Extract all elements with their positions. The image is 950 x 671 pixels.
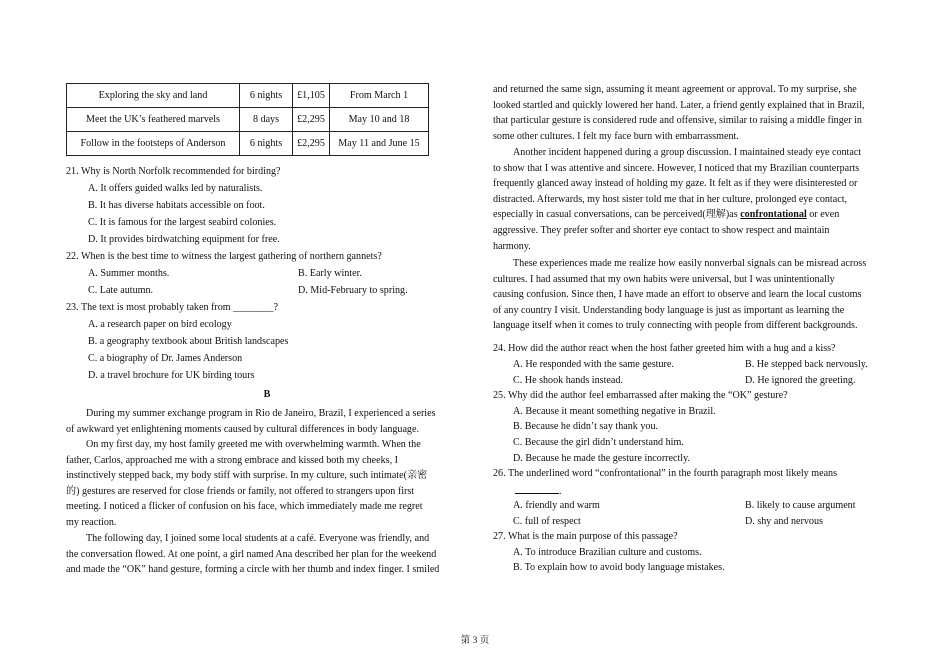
table-cell: From March 1 bbox=[330, 84, 429, 108]
question-27-option-b[interactable]: B. To explain how to avoid body language mistakes. bbox=[513, 562, 725, 573]
question-26-stem: 26. The underlined word “confrontational” in the fourth paragraph most likely means bbox=[493, 468, 838, 479]
text-fragment: especially in casual conversations, can be perceived(理解)as bbox=[493, 209, 741, 221]
question-22-option-a[interactable]: A. Summer months. bbox=[88, 268, 170, 279]
question-21-option-b[interactable]: B. It has diverse habitats accessible on foot. bbox=[88, 200, 265, 211]
passage-paragraph-2 bbox=[66, 437, 468, 531]
page-number: 第 3 页 bbox=[460, 636, 490, 646]
question-23-option-b[interactable]: B. a geography textbook about British landscapes bbox=[88, 336, 289, 347]
text-line: instinctively stepped back, my body stiff with surprise. In my culture, such intimate(亲密 bbox=[66, 470, 428, 482]
text-line: causing confusion. Since then, I have made an effort to observe and learn the local customs bbox=[493, 289, 862, 301]
table-cell: Meet the UK’s feathered marvels bbox=[67, 108, 240, 132]
question-25-option-c[interactable]: C. Because the girl didn’t understand him. bbox=[513, 437, 684, 448]
text-line: my reaction. bbox=[66, 516, 117, 528]
table-cell: 6 nights bbox=[240, 132, 293, 156]
text-line: Another incident happened during a group discussion. I maintained steady eye contact bbox=[513, 147, 862, 158]
table-cell: May 10 and 18 bbox=[330, 108, 429, 132]
text-line: and returned the same sign, assuming it meant agreement or approval. To my surprise, she bbox=[493, 84, 857, 95]
text-line: that particular gesture is considered rude and offensive, similar to raising a middle finger in bbox=[493, 115, 862, 127]
text-line: cultures. I had assumed that my own habits were universal, but I was unintentionally bbox=[493, 273, 835, 285]
question-27-stem: 27. What is the main purpose of this passage? bbox=[493, 531, 678, 542]
question-22-option-c[interactable]: C. Late autumn. bbox=[88, 285, 154, 296]
question-21-option-d[interactable]: D. It provides birdwatching equipment for free. bbox=[88, 234, 280, 245]
passage-paragraph-5 bbox=[493, 256, 895, 334]
question-22-option-b[interactable]: B. Early winter. bbox=[298, 268, 362, 279]
table-row bbox=[67, 84, 429, 108]
text-line: looked startled and quickly lowered her hand. Later, a friend gently explained that in Brazil, bbox=[493, 99, 865, 111]
table-cell: Exploring the sky and land bbox=[67, 84, 240, 108]
question-25-option-a[interactable]: A. Because it meant something negative in Brazil. bbox=[513, 406, 716, 417]
table-cell: May 11 and June 15 bbox=[330, 132, 429, 156]
question-23-option-c[interactable]: C. a biography of Dr. James Anderson bbox=[88, 353, 243, 364]
text-line: of awkward yet enlightening moments caused by cultural differences in body language. bbox=[66, 423, 419, 435]
question-21-stem: 21. Why is North Norfolk recommended for birding? bbox=[66, 166, 281, 177]
text-line: language itself when it comes to truly connecting with people from different backgrounds. bbox=[493, 320, 858, 332]
blank-line bbox=[515, 482, 559, 494]
text-line: to show that I was attentive and sincere. However, I noticed that my Brazilian counterparts bbox=[493, 162, 860, 174]
text-line: the conversation flowed. At one point, a girl named Ana described her plan for the weekend bbox=[66, 548, 437, 560]
text-line: and made the “OK” hand gesture, forming a circle with her thumb and index finger. I smiled bbox=[66, 564, 440, 576]
question-24-option-a[interactable]: A. He responded with the same gesture. bbox=[513, 359, 674, 370]
question-24-option-d[interactable]: D. He ignored the greeting. bbox=[745, 375, 856, 386]
passage-paragraph-4 bbox=[493, 145, 895, 254]
question-27-option-a[interactable]: A. To introduce Brazilian culture and customs. bbox=[513, 547, 702, 558]
table-cell: £1,105 bbox=[293, 84, 330, 108]
question-25-stem: 25. Why did the author feel embarrassed after making the “OK” gesture? bbox=[493, 390, 788, 401]
underlined-word: confrontational bbox=[740, 209, 807, 221]
passage-paragraph-3 bbox=[66, 531, 468, 578]
question-23-option-d[interactable]: D. a travel brochure for UK birding tours bbox=[88, 370, 255, 381]
text-line: distracted. Afterwards, my host sister told me that in her culture, prolonged eye contact, bbox=[493, 193, 848, 205]
question-24-option-b[interactable]: B. He stepped back nervously. bbox=[745, 359, 868, 370]
tour-table bbox=[66, 83, 429, 156]
answer-blank: . bbox=[515, 482, 562, 500]
table-cell: £2,295 bbox=[293, 108, 330, 132]
table-row bbox=[67, 108, 429, 132]
question-24-stem: 24. How did the author react when the host father greeted him with a hug and a kiss? bbox=[493, 343, 836, 354]
question-25-option-d[interactable]: D. Because he made the gesture incorrectly. bbox=[513, 453, 691, 464]
question-26-option-a[interactable]: A. friendly and warm bbox=[513, 500, 600, 511]
table-cell: £2,295 bbox=[293, 132, 330, 156]
text-line: meeting. I noticed a flicker of confusion on his face, which immediately made me regret bbox=[66, 501, 423, 513]
text-line: some other cultures. I felt my face burn with embarrassment. bbox=[493, 130, 739, 142]
text-line: On my first day, my host family greeted me with overwhelming warmth. When the bbox=[86, 439, 421, 450]
question-24-option-c[interactable]: C. He shook hands instead. bbox=[513, 375, 623, 386]
text-line: of any country I visit. Understanding body language is just as important as learning the bbox=[493, 304, 845, 316]
table-cell: Follow in the footsteps of Anderson bbox=[67, 132, 240, 156]
question-26-option-b[interactable]: B. likely to cause argument bbox=[745, 500, 856, 511]
text-line: frequently glanced away instead of holding my gaze. It felt as if they were disinterested or bbox=[493, 178, 858, 190]
table-row bbox=[67, 132, 429, 156]
text-line: These experiences made me realize how easily nonverbal signals can be misread across bbox=[513, 258, 867, 269]
passage-paragraph-3-cont bbox=[493, 82, 895, 144]
text-line: father, Carlos, approached me with a strong embrace and kissed both my cheeks, I bbox=[66, 454, 399, 466]
text-line bbox=[493, 207, 895, 223]
table-cell: 6 nights bbox=[240, 84, 293, 108]
text-line: 的) gestures are reserved for close friends or family, not offered to strangers upon first bbox=[66, 485, 415, 497]
text-line: aggressive. They prefer softer and shorter eye contact to show respect and maintain bbox=[493, 224, 830, 236]
question-25-option-b[interactable]: B. Because he didn’t say thank you. bbox=[513, 421, 659, 432]
question-21-option-c[interactable]: C. It is famous for the largest seabird colonies. bbox=[88, 217, 277, 228]
question-22-option-d[interactable]: D. Mid-February to spring. bbox=[298, 285, 408, 296]
text-fragment: or even bbox=[806, 209, 840, 221]
passage-paragraph-1 bbox=[66, 406, 468, 437]
question-21-option-a[interactable]: A. It offers guided walks led by naturalists. bbox=[88, 183, 263, 194]
question-23-option-a[interactable]: A. a research paper on bird ecology bbox=[88, 319, 232, 330]
text-line: During my summer exchange program in Rio de Janeiro, Brazil, I experienced a series bbox=[86, 408, 436, 419]
text-line: harmony. bbox=[493, 240, 531, 252]
question-22-stem: 22. When is the best time to witness the largest gathering of northern gannets? bbox=[66, 251, 382, 262]
question-26-option-d[interactable]: D. shy and nervous bbox=[745, 516, 823, 527]
section-b-heading: B bbox=[263, 389, 271, 400]
question-26-option-c[interactable]: C. full of respect bbox=[513, 516, 581, 527]
question-23-stem: 23. The text is most probably taken from ________? bbox=[66, 302, 279, 313]
table-cell: 8 days bbox=[240, 108, 293, 132]
text-line: The following day, I joined some local students at a café. Everyone was friendly, and bbox=[86, 533, 430, 544]
